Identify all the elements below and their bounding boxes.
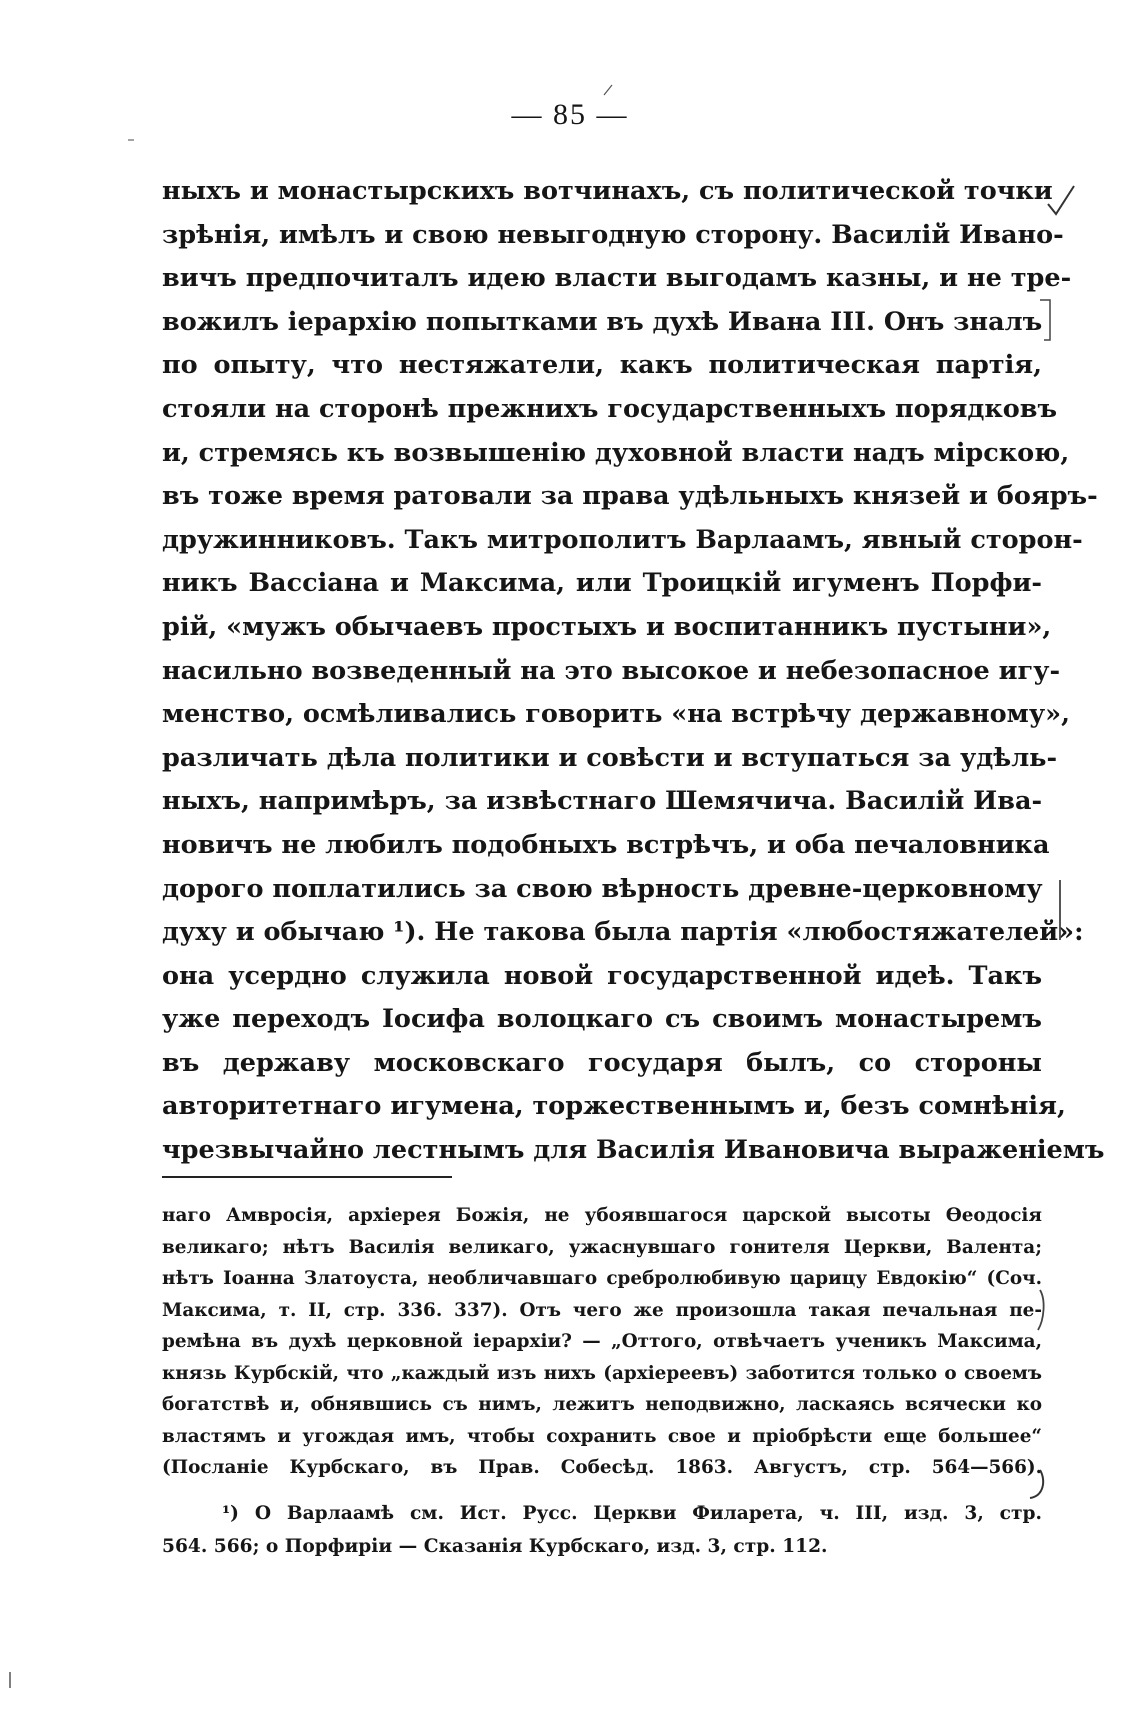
text-line: вичъ предпочиталъ идею власти выгодамъ казны, и не тре- <box>162 263 1072 294</box>
text-line: по опыту, что нестяжатели, какъ политическая партія, <box>162 350 1042 381</box>
text-line: уже переходъ Іосифа волоцкаго съ своимъ монастыремъ <box>162 1004 1042 1035</box>
text-line: она усердно служила новой государственной идеѣ. Такъ <box>162 960 1042 991</box>
margin-hook <box>1038 1290 1044 1330</box>
note-line: великаго; нѣтъ Василія великаго, ужаснувшаго гонителя Церкви, Валента; <box>162 1236 1042 1258</box>
text-line: менство, осмѣливались говорить «на встрѣчу державному», <box>162 699 1070 730</box>
text-line: въ тоже время ратовали за права удѣльныхъ князей и бояръ- <box>162 481 1098 512</box>
margin-bracket <box>1040 300 1050 340</box>
text-line: насильно возведенный на это высокое и небезопасное игу- <box>162 655 1061 686</box>
text-line: никъ Вассіана и Максима, или Троицкій игуменъ Порфи- <box>162 568 1042 599</box>
page-number: — 85 — <box>511 98 629 131</box>
note-line: Максима, т. II, стр. 336. 337). Отъ чего же произошла такая печальная пе- <box>162 1299 1042 1321</box>
text-line: ныхъ, напримѣръ, за извѣстнаго Шемячича. Василій Ива- <box>162 786 1043 817</box>
text-line: чрезвычайно лестнымъ для Василія Ивановича выраженіемъ <box>162 1135 1105 1166</box>
note-line: ремѣна въ духѣ церковной іерархіи? — „Оттого, отвѣчаетъ ученикъ Максима, <box>162 1331 1042 1352</box>
text-line: въ державу московскаго государя былъ, со стороны <box>162 1047 1042 1078</box>
text-line: дружинниковъ. Такъ митрополитъ Варлаамъ, явный сторон- <box>162 524 1083 555</box>
text-line: стояли на сторонѣ прежнихъ государственныхъ порядковъ <box>162 393 1058 424</box>
text-line: различать дѣла политики и совѣсти и вступаться за удѣль- <box>162 742 1058 773</box>
text-line: ныхъ и монастырскихъ вотчинахъ, съ политической точки <box>162 176 1053 206</box>
note-line: (Посланіе Курбскаго, въ Прав. Собесѣд. 1863. Августъ, стр. 564—566). <box>162 1457 1042 1478</box>
note-line: нѣтъ Іоанна Златоуста, необличавшаго сребролюбивую царицу Евдокію“ (Соч. <box>162 1268 1042 1289</box>
footnote-line: 564. 566; о Порфиріи — Сказанія Курбскаго, изд. 3, стр. 112. <box>162 1536 828 1557</box>
text-line: новичъ не любилъ подобныхъ встрѣчъ, и оба печаловника <box>162 829 1050 860</box>
text-line: авторитетнаго игумена, торжественнымъ и, безъ сомнѣнія, <box>162 1091 1066 1122</box>
check-mark <box>1048 186 1074 214</box>
note-line: богатствѣ и, обнявшись съ нимъ, лежитъ неподвижно, ласкаясь всячески ко <box>162 1394 1042 1415</box>
note-line: князь Курбскій, что „каждый изъ нихъ (архіереевъ) заботится только о своемъ <box>162 1362 1042 1384</box>
note-line: властямъ и угождая имъ, чтобы сохранить свое и пріобрѣсти еще большее“ <box>162 1425 1042 1447</box>
text-line: рій, «мужъ обычаевъ простыхъ и воспитанникъ пустыни», <box>162 611 1052 642</box>
margin-hook <box>1030 1470 1043 1498</box>
footnote-line: ¹) О Варлаамѣ см. Ист. Русс. Церкви Филарета, ч. III, изд. 3, стр. <box>222 1503 1042 1524</box>
text-line: вожилъ іерархію попытками въ духѣ Ивана III. Онъ зналъ <box>162 306 1043 337</box>
text-line: духу и обычаю ¹). Не такова была партія «любостяжателей»: <box>162 917 1084 948</box>
text-line: и, стремясь къ возвышенію духовной власти надъ мірскою, <box>162 437 1070 468</box>
tick-mark <box>604 85 612 95</box>
note-line: наго Амвросія, архіерея Божія, не убоявшагося царской высоты Ѳеодосія <box>162 1205 1042 1226</box>
text-line: дорого поплатились за свою вѣрность древне-церковному <box>162 873 1043 904</box>
text-line: зрѣнія, имѣлъ и свою невыгодную сторону. Василій Ивано- <box>162 219 1064 250</box>
